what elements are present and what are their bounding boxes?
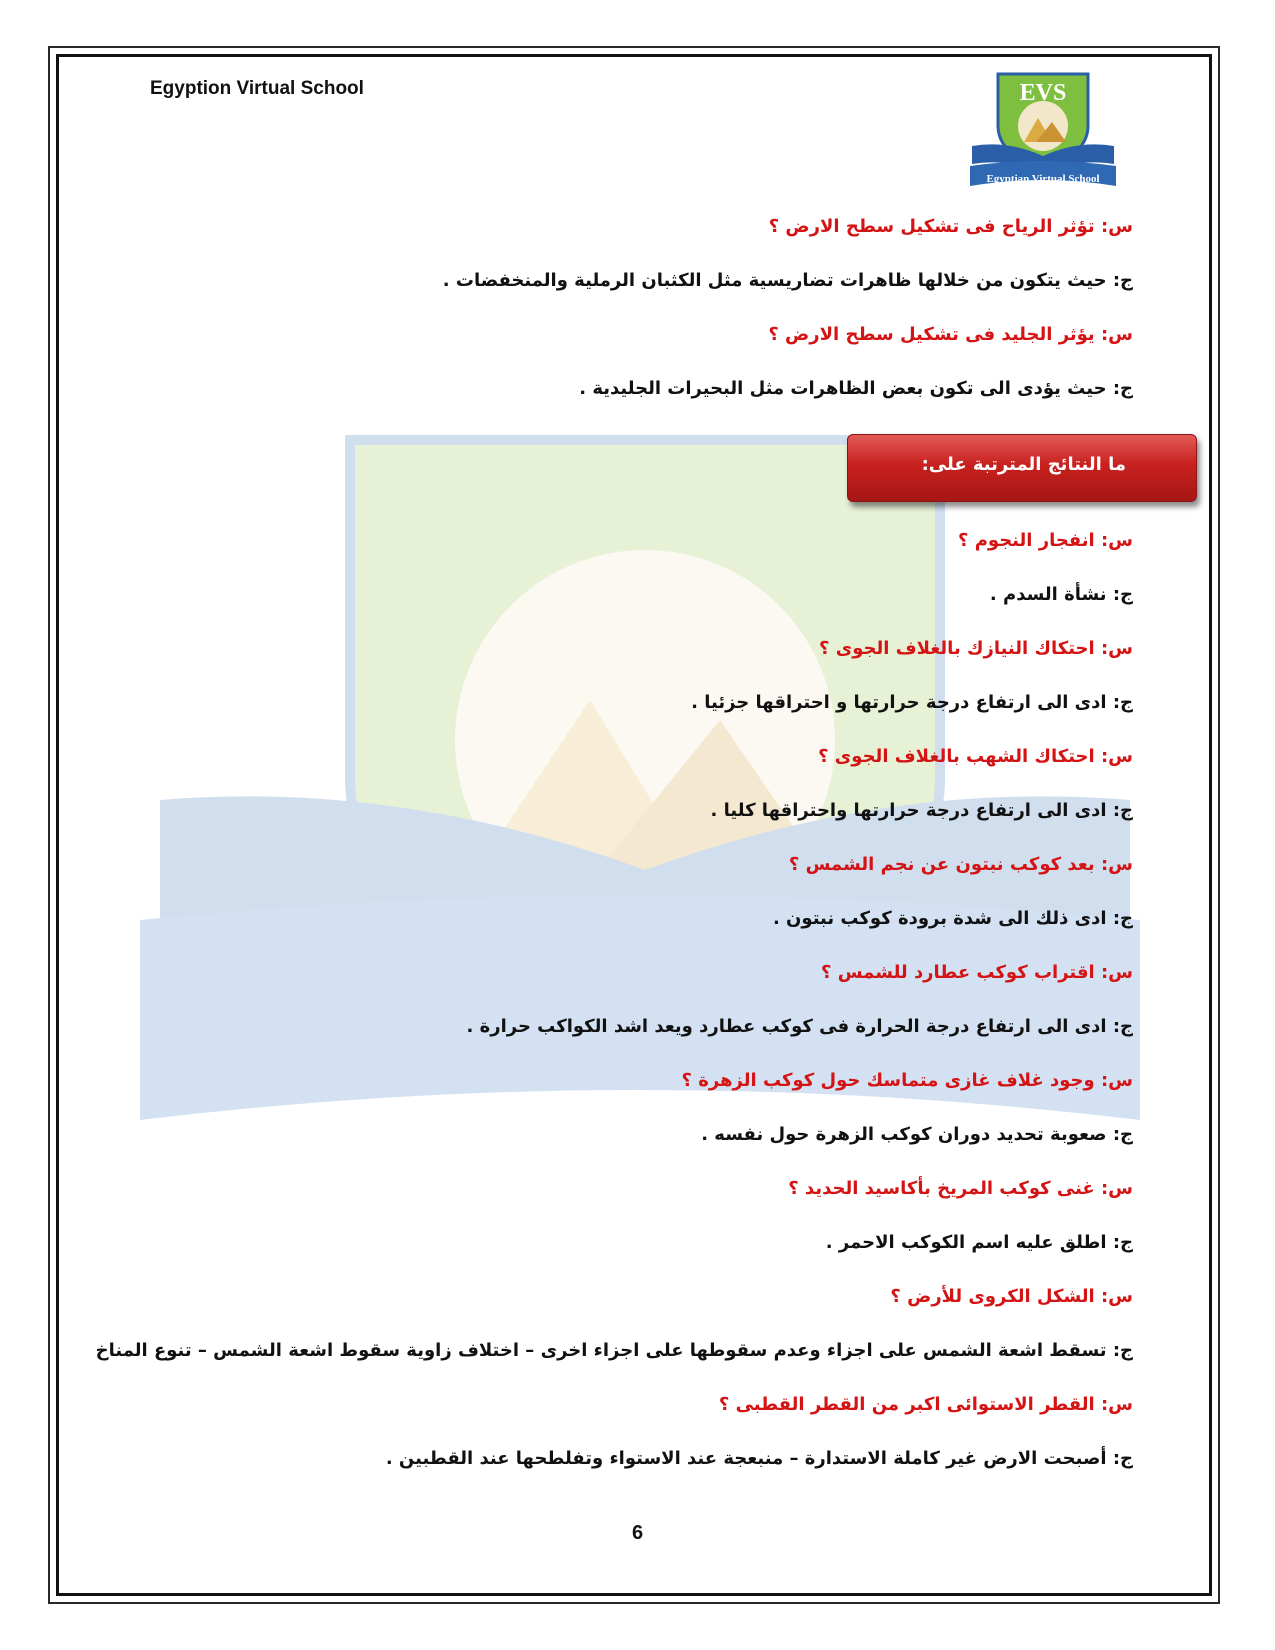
answer-3: ج: نشأة السدم .	[989, 584, 1133, 605]
page-number: 6	[631, 1522, 644, 1544]
question-2: س: يؤثر الجليد فى تشكيل سطح الارض ؟	[768, 324, 1133, 345]
answer-1: ج: حيث يتكون من خلالها ظاهرات تضاريسية مثل الكثبان الرملية والمنخفضات .	[442, 270, 1133, 291]
answer-6: ج: ادى ذلك الى شدة برودة كوكب نبتون .	[772, 908, 1133, 929]
question-1: س: تؤثر الرياح فى تشكيل سطح الارض ؟	[768, 216, 1133, 237]
answer-10: ج: تسقط اشعة الشمس على اجزاء وعدم سقوطها على اجزاء اخرى – اختلاف زاوية سقوط اشعة الشمس – تنوع المناخ	[95, 1340, 1133, 1361]
qa-content	[95, 200, 1133, 1486]
answer-9: ج: اطلق عليه اسم الكوكب الاحمر .	[825, 1232, 1133, 1253]
question-3: س: انفجار النجوم ؟	[958, 530, 1133, 551]
answer-8: ج: صعوبة تحديد دوران كوكب الزهرة حول نفسه .	[701, 1124, 1133, 1145]
logo-evs-text: EVS	[1019, 80, 1067, 106]
answer-5: ج: ادى الى ارتفاع درجة حرارتها واحتراقها كليا .	[710, 800, 1133, 821]
logo-school-text: Egyptian Virtual School	[986, 173, 1100, 185]
question-6: س: بعد كوكب نبتون عن نجم الشمس ؟	[788, 854, 1133, 875]
answer-7: ج: ادى الى ارتفاع درجة الحرارة فى كوكب عطارد ويعد اشد الكواكب حرارة .	[466, 1016, 1133, 1037]
question-8: س: وجود غلاف غازى متماسك حول كوكب الزهرة ؟	[681, 1070, 1133, 1091]
answer-4: ج: ادى الى ارتفاع درجة حرارتها و احتراقها جزئيا .	[691, 692, 1133, 713]
answer-11: ج: أصبحت الارض غير كاملة الاستدارة – منبعجة عند الاستواء وتفلطحها عند القطبين .	[385, 1448, 1133, 1469]
school-name: Egyption Virtual School	[150, 78, 364, 99]
section-banner	[847, 434, 1197, 502]
evs-logo	[968, 70, 1118, 192]
question-10: س: الشكل الكروى للأرض ؟	[890, 1286, 1133, 1307]
question-9: س: غنى كوكب المريخ بأكاسيد الحديد ؟	[788, 1178, 1133, 1199]
section-banner-text: ما النتائج المترتبة على:	[921, 454, 1126, 475]
question-4: س: احتكاك النيازك بالغلاف الجوى ؟	[819, 638, 1133, 659]
question-5: س: احتكاك الشهب بالغلاف الجوى ؟	[818, 746, 1133, 767]
question-11: س: القطر الاستوائى اكبر من القطر القطبى ؟	[718, 1394, 1133, 1415]
answer-2: ج: حيث يؤدى الى تكون بعض الظاهرات مثل البحيرات الجليدية .	[579, 378, 1133, 399]
question-7: س: اقتراب كوكب عطارد للشمس ؟	[821, 962, 1133, 983]
